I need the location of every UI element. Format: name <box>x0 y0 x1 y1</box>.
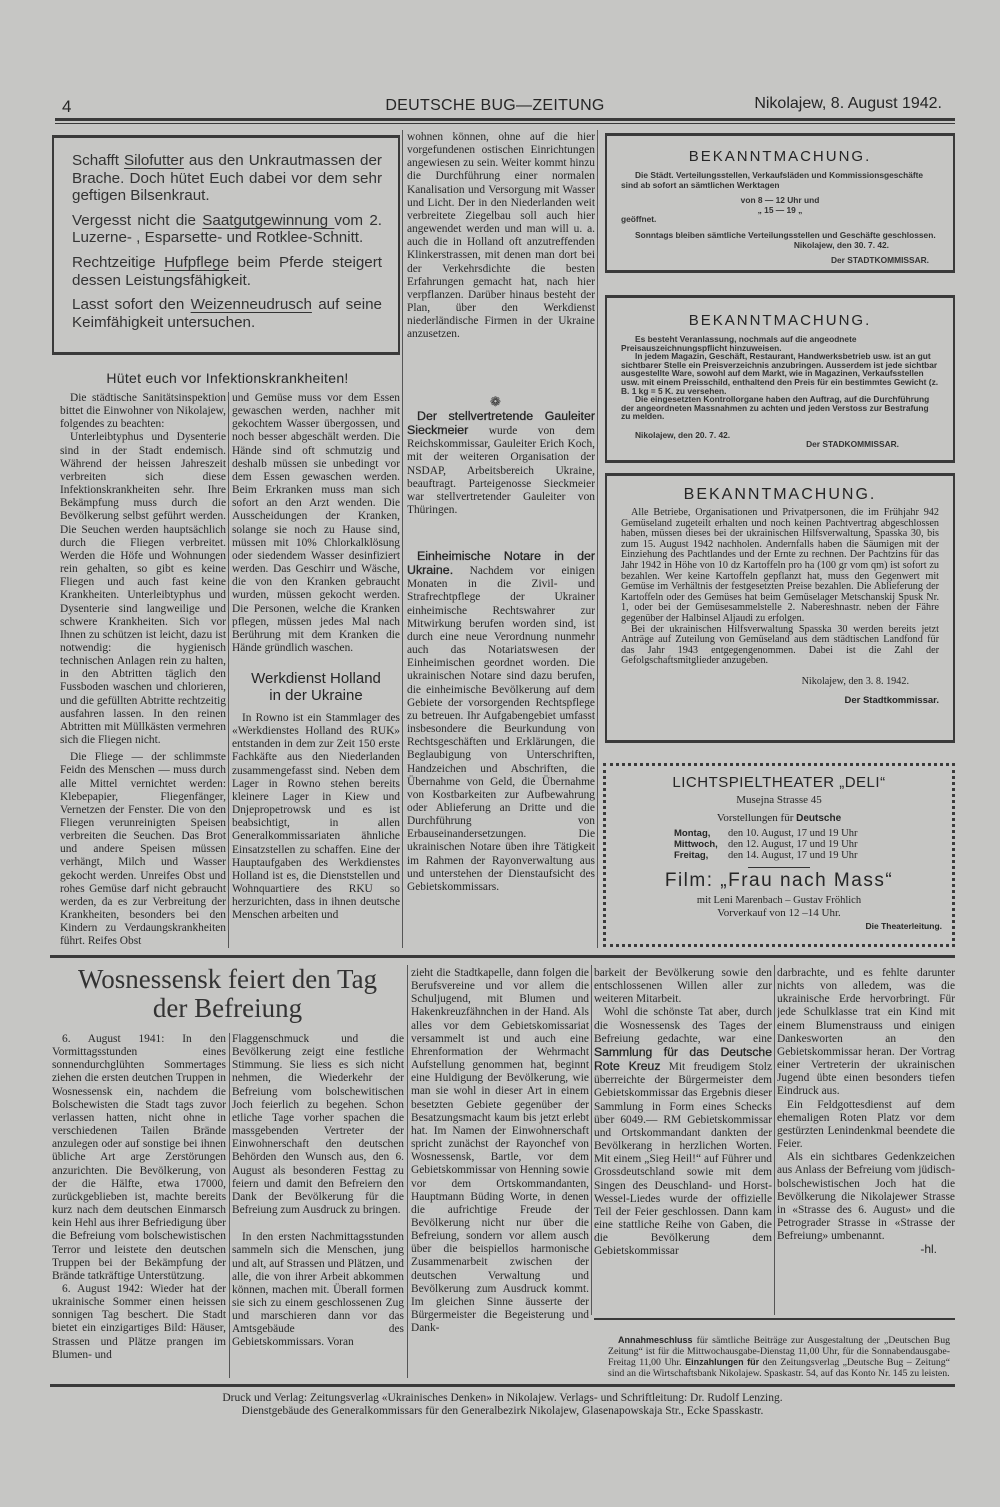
paragraph: Die städtische Sanitätsinspektion bittet die Einwohner von Nikolajew, folgendes zu beachten: <box>60 392 226 431</box>
column-divider <box>407 965 408 1378</box>
text: Schafft <box>72 152 124 169</box>
notice-body <box>621 508 939 706</box>
column-divider <box>597 130 598 948</box>
paragraph: Unterleibtyphus und Dysenterie sind in der Stadt endemisch. Während der heissen Jahreszeit verbreiten sich diese Infektionskrankheiten sehr. Ihre Bekämpfung muss durch die Bevölkerung selbst geführt werden. Die Seuchen werden hauptsächlich durch die Fliegen verbreitet. Werden die Höfe und Wohnungen rein gehalten, so gibt es keine Fliegen und auch fast keine Krankheiten. Unterleibtyphus und Dysenterie sind langweilige und schwere Krankheiten. Sich vor Ihnen zu schützen ist leicht, dazu ist notwendig: die hygienisch technischen Anlagen rein zu halten, in den Abtritten täglich den Fussboden waschen und chlorieren, und die gefüllten Abtritte rechtzeitig ausfahren lassen. In den reinen Abtritten mit Müllkästen vermehren sich die Fliegen nicht. <box>60 431 226 747</box>
keyword: Weizenneudrusch <box>190 296 312 314</box>
text: Rechtzeitige <box>72 253 165 271</box>
section-rule <box>594 1318 955 1320</box>
notice-text: Es besteht Veranlassung, nochmals auf die angeodnete Preisauszeichnungspflicht hinzuweisen. <box>621 334 857 353</box>
keyword: Saatgutgewinnung <box>202 211 335 229</box>
keyword: Hufpflege <box>164 253 230 271</box>
text: Vergesst nicht die <box>72 211 203 229</box>
notice-title: BEKANNTMACHUNG. <box>688 312 872 329</box>
farm-advice-item <box>72 254 382 289</box>
farm-advice-item <box>72 296 382 331</box>
cinema-divider <box>748 867 810 868</box>
text: beim Pferde steigert dessen Leistungsfähigkeit. <box>72 253 382 289</box>
notice-text: In jedem Magazin, Geschäft, Restaurant, Handwerksbetrieb usw. ist an gut sichtbarer Stelle ein Preisverzeichnis anzubringen. Ausserdem ist jede sichtbar ausgestellte Ware, sowohl auf dem Markt, wie in Magazinen, Verkaufsstellen usw. mit einem Preisschild, enthaltend den Preis für ein bestimmtes Gewicht (z. B. 1 kg = 5 K. zu versehen. <box>621 351 939 396</box>
text: auf seine Keimfähigkeit untersuchen. <box>72 296 382 331</box>
day: Mittwoch, <box>674 839 718 851</box>
notice-title: BEKANNTMACHUNG. <box>683 486 877 503</box>
presale: Vorverkauf von 12 –14 Uhr. <box>717 907 841 920</box>
cinema-ad <box>603 763 955 947</box>
paragraph: In den ersten Nachmittagsstunden sammeln sich die Menschen, jung und alt, auf Strassen und Plätzen, und alle, die von ihrer Arbeit abkommen können, machen mit. Überall formen sie sich zu einem geschlossenen Zug und marschieren dann vor das Amtsgebäude des Gebietskommissars. Voran <box>232 1231 404 1349</box>
highlight: Sammlung für das Deutsche Rote Kreuz <box>594 1044 772 1074</box>
issue-date: Nikolajew, 8. August 1942. <box>754 95 942 112</box>
paragraph <box>594 1006 772 1258</box>
paragraph <box>407 410 595 517</box>
sieckmeier-note <box>407 410 595 534</box>
wosnessensk-col1 <box>52 1033 226 1378</box>
paragraph: Die Fliege — der schlimmste Feidn des Menschen — muss durch alle Mittel vernichtet werden: Klebepapier, Fliegenfänger, Vernetzen der Fenster. Die von den Fliegen verunreinigten Speisen verbreiten die Seuchen. Das Brot und andere Speisen müssen verhängt, Milch und Wasser gekocht werden. Unreifes Obst und rohes Gemüse darf nicht gebraucht werden, da es zur Verbreitung der Krankheiten, besonders bei den Kindern zu Verdaungskrankheiten führt. Reifes Obst <box>60 751 226 948</box>
schedule-row <box>674 828 952 839</box>
infection-article-col1 <box>60 392 226 950</box>
film-title: Film: „Frau nach Mass“ <box>664 870 894 892</box>
title-line: Wosnessensk feiert den Tag <box>77 964 378 994</box>
text: Vorstellungen für <box>716 812 797 825</box>
column-divider <box>228 392 229 948</box>
header-rule <box>55 118 955 121</box>
lead: Einzahlungen für <box>685 1357 760 1367</box>
paragraph <box>608 1335 950 1379</box>
footer-rule <box>50 1384 955 1387</box>
wosnessensk-col4 <box>594 967 772 1313</box>
day: Freitag, <box>674 850 709 862</box>
wosnessensk-col3 <box>411 967 589 1379</box>
title-line: Werkdienst Holland <box>251 670 381 687</box>
ornament-icon: ❁ <box>490 394 501 409</box>
schedule-row <box>674 850 952 861</box>
notice-box-2 <box>605 295 955 463</box>
paragraph: 6. August 1941: In den Vormittagsstunden eines sonnendurchglühten Sommertages ziehen die ersten deutchen Truppen in Wosnessensk ein, nachdem die Bolschewisten die Stadt tags zuvor verlassen hatten, nicht ohne in verschiedenen Tailen Brände anzulegen oder auf sonstige bei ihnen übliche Art arge Zerstörungen anzurichten. Die Bevölkerung, von der die Hälfte, etwa 17000, zurückgeblieben ist, machte bereits kurz nach dem deutschen Einmarsch kein Hehl aus ihrer Befriedigung über die Befreiung vom bolschewistischen Terror und leistete den deutschen Truppen bei der Bekämpfung der Brände tatkräftige Unterstützung. <box>52 1033 226 1282</box>
notice-signature: Der STADTKOMMISSAR. <box>830 255 929 266</box>
werkdienst-col1 <box>232 712 400 950</box>
column-divider <box>591 965 592 1315</box>
paragraph: Ein Feldgottesdienst auf dem ehemaligen Roten Platz vor dem gestürzten Lenindenkmal beendete die Feier. <box>777 1098 955 1151</box>
deadline-notice <box>608 1335 950 1379</box>
note-text: Nachdem vor einigen Monaten in die Zivil- und Strafrechtpflege der Ukrainer einheimische Rechtswahrer zur Mitwirkung berufen worden sind, ist durch eine neue Verordnung nunmehr auch das Notariatswesen der Einheimischen geordnet worden. Die ukrainischen Notare sind dazu berufen, die einheimische Bevölkerung auf dem Gebiete der vorsorgenden Rechtspflege zu betreuen. Ihr Aufgabengebiet umfasst insbesondere die Beurkundung von Rechtsgeschäften und Erklärungen, die Beglaubigung von Unterschriften, Handzeichen und Abschriften, die Übernahme von Geld, die Übernahme von Kostbarkeiten zur Aufbewahrung oder Ablieferung an Dritte und die Durchführung von Erbauseinandersetzungen. Die ukrainischen Notare üben ihre Tätigkeit im Rahmen der Rayonverwaltung aus und unterstehen der Dienstaufsicht des Gebietskommissars. <box>407 565 595 893</box>
paragraph: wohnen können, ohne auf die hier vorgefundenen ostischen Einrichtungen angewiesen zu sein. Weiter kommt hinzu die Durchführung einer normalen Kanalisation und Versorgung mit Wasser und Licht. Der in den Niederlanden weit verbreitete Ziegelbau soll auch hier angewendet werden und man will u. a. auch die in Holland oft anzutreffenden Klinkerstrassen, mit denen man dort bei der Verkehrsdichte die besten Erfahrungen gemacht hat, nach hier verpflanzen. Darüber hinaus besteht der Plan, über den Werkdienst niederländische Firmen in der Ukraine anzusetzen. <box>407 131 595 341</box>
notice-title: BEKANNTMACHUNG. <box>688 148 872 165</box>
cinema-address: Musejna Strasse 45 <box>736 794 822 806</box>
notice-box-3 <box>605 473 955 743</box>
notice-text: Die Städt. Verteilungsstellen, Verkaufsläden und Kommissionsgeschäfte sind ab sofort an sämtlichen Werktagen <box>621 170 924 190</box>
farm-advice-item <box>72 152 382 205</box>
notice-text: Alle Betriebe, Organisationen und Privatpersonen, die im Frühjahr 942 Gemüseland zugeteilt erhalten und noch keinen Pachtvertrag abgeschlossen haben, müssen dieses bei der ukrainischen Hilfsverwaltung, Spasska 30, bis zum 15. August 1942 nachholen. Andernfalls haben die Säumigen mit der Einziehung des Pachtlandes und der Ernte zu rechnen. Der Pachtzins für das Jahr 1942 in Höhe von 10 dz Kartoffeln pro ha (100 gr vom qm) ist sofort zu bezahlen. Wer keine Kartoffeln gepflanzt hat, muss den Gegenwert mit Gemüse im Verhältnis der festgesetzten Preise bezahlen. Die Ablieferung der Kartoffeln oder des Gemüses hat beim Gemüselager Metschanskij Spusk Nr. 1, oder bei der Gemüsesammelstelle 2. Nabereshnastr. neben der Fähre gegenüber der Halbinsel Aljaudi zu erfolgen. <box>621 507 939 624</box>
title-line: der Befreiung <box>152 993 303 1023</box>
notice-box-1 <box>605 133 955 273</box>
schedule-row <box>674 839 952 850</box>
notice-signature: Der Stadtkommissar. <box>844 694 939 706</box>
werkdienst-title <box>232 670 400 704</box>
imprint-line: Druck und Verlag: Zeitungsverlag «Ukrainisches Denken» in Nikolajew. Verlags- und Schriftleitung: Dr. Rudolf Lenzing. <box>222 1392 783 1404</box>
notice-signature: Der STADKOMMISSAR. <box>806 438 899 449</box>
infection-article-title: Hütet euch vor Infektionskrankheiten! <box>106 370 349 386</box>
note-text: wurde von dem Reichskommissar, Gauleiter Erich Koch, mit der weiteren Organisation der NSDAP, Arbeitsbereich Ukraine, beauftragt. Parteigenosse Sieckmeier war stellvertretender Gauleiter von Thüringen. <box>407 425 595 517</box>
text: für sämtliche Beiträge zur Ausgestaltung der „Deutschen Bug Zeitung“ ist für die Mittwochausgabe-Dienstag 11,00 Uhr, für die Sonnabendausgabe-Freitag 11,00 Uhr. <box>608 1335 950 1368</box>
newspaper-title: DEUTSCHE BUG—ZEITUNG <box>385 97 605 114</box>
werkdienst-col2 <box>407 131 595 393</box>
notice-hours: von 8 — 12 Uhr und <box>740 195 820 206</box>
page-number: 4 <box>62 97 72 116</box>
text: Wohl die schönste Tat aber, durch die Wosnessensk des Tages der Befreiung gedachte, war eine <box>594 1006 772 1045</box>
column-divider <box>402 130 403 948</box>
farm-advice-box <box>52 135 400 355</box>
text: aus den Unkrautmassen der Brache. Doch hütet Euch dabei vor dem sehr geftigen Bilsenkraut. <box>72 152 382 205</box>
paragraph: In Rowno ist ein Stammlager des «Werkdienstes Holland des RUK» entstanden in dem zur Zeit 150 erste Fachkäfte aus den Niederlanden zusammengefasst sind. Neben dem Lager in Rowno stehen bereits kleinere Lager in Kiew und Dnjepropetrowsk und es ist beabsichtigt, in allen Generalkommissariaten ähnliche Einsatzstellen zu schaffen. Eine der Hauptaufgaben des Werkdienstes Holland ist es, die Dienststellen und Wohnquartiere des RKU so herzurichten, dass in ihnen deutsche Menschen arbeiten und <box>232 712 400 922</box>
notice-date: Nikolajew, den 20. 7. 42. <box>635 429 731 440</box>
author-signature: -hl. <box>920 1242 937 1257</box>
keyword: Silofutter <box>123 152 184 169</box>
section-rule <box>50 955 955 958</box>
text: den Zeitungsverlag „Deutsche Bug – Zeitung“ sind an die Wirtschaftsbank Nikolajew. Spaskastr. 54, auf das Konto Nr. 145 zu leisten. <box>608 1357 950 1379</box>
time: den 10. August, 17 und 19 Uhr <box>728 828 858 840</box>
notice-date: Nikolajew, den 30. 7. 42. <box>793 239 889 250</box>
imprint <box>50 1392 955 1418</box>
text: vom 2. Luzerne- , Esparsette- und Rotklee-Schnitt. <box>72 211 383 247</box>
paragraph: darbrachte, und es fehlte darunter nichts von alledem, was die ukrainische Erde hervorbringt. Für jede Schulklasse trat ein Kind mit einem Blumenstrauss und einigen Dankesworten an den Gebietskommissar heran. Der Vortrag einer Vertreterin der ukrainischen Jugend übte einen besonders tiefen Eindruck aus. <box>777 967 955 1098</box>
time: den 14. August, 17 und 19 Uhr <box>728 850 858 862</box>
paragraph: Als ein sichtbares Gedenkzeichen aus Anlass der Befreiung vom jüdisch-bolschewistischen Joch hat die Bevölkerung die Nikolajewer Strasse in «Strasse des 6. August» und die Petrograder Strasse in «Strasse der Befreiung» umbenannt. <box>777 1151 955 1243</box>
paragraph: 6. August 1942: Wieder hat der ukrainische Sommer einen heissen sonnigen Tag beschert. Die Stadt bietet ein einzigartiges Bild: Häuser, Strassen und Plätze prangen im Blumen- und <box>52 1282 226 1361</box>
cinema-signature: Die Theaterleitung. <box>865 921 942 932</box>
notice-text: geöffnet. <box>621 214 657 225</box>
notice-body <box>621 171 939 266</box>
paragraph: Flaggenschmuck und die Bevölkerung zeigt eine festliche Stimmung. Sie liess es sich nicht nehmen, die Wiederkehr der Befreiung vom bolschewitischen Joch feierlich zu begehen. Schon etliche Tage vorher spachen die massgebenden Vertreter der Einwohnerschaft den deutschen Behörden den Wunsch aus, den 6. August als besonderen Festtag zu feiern und damit den Befreiern den Dank der Bevölkerung für die Befreiung zum Ausdruck zu bringen. <box>232 1033 404 1217</box>
text: Mit freudigem Stolz überreichte der Bürgermeister dem Gebietskommissar das Ergebnis dieser Sammlung in Form eines Schecks über 6049.— RM Gebietskommissar und Ortskommandant dankten der Bevölkerang in herzlichen Worten. Mit einem „Sieg Heil!“ auf Führer und Grossdeutschland sowie mit dem Singen des Deuschland- und Horst-Wessel-Liedes wurde der offizielle Teil der Feier geschlossen. Dann kam eine stattliche Reihe von Gaben, die die Bevölkerung dem Gebietskommissar <box>594 1061 772 1258</box>
film-cast: mit Leni Marenbach – Gustav Fröhlich <box>696 895 862 907</box>
farm-advice-item <box>72 212 382 247</box>
note-lead: Der stellvertretende Gauleiter Sieckmeier <box>407 410 595 438</box>
cinema-shows <box>606 812 952 825</box>
cinema-title: LICHTSPIELTHEATER „DELI“ <box>672 774 886 791</box>
imprint-line: Dienstgebäude des Generalkommissars für den Generalbezirk Nikolajew, Glasenapowskaja Str., Ecke Spasskastr. <box>241 1405 764 1417</box>
header-rule-thin <box>55 123 955 124</box>
column-divider <box>774 965 775 1315</box>
notice-date: Nikolajew, den 3. 8. 1942. <box>801 675 909 687</box>
notice-text: Bei der ukrainischen Hilfsverwaltung Spasska 30 werden bereits jetzt Anträge auf Zuteilung von Gemüseland aus dem städtischen Landfond für das Jahr 1943 entgegengenommen. Dabei ist die Zahl der Gefolgschaftsmitglieder anzugeben. <box>621 623 939 667</box>
paragraph: barkeit der Bevölkerung sowie den entschlossenen Willen aller zur weiteren Mitarbeit. <box>594 967 772 1006</box>
notice-hours: „ 15 — 19 „ <box>757 204 803 215</box>
day: Montag, <box>674 828 711 840</box>
paragraph: zieht die Stadtkapelle, dann folgen die Berufsvereine und vor allem die Schuljugend, mit Blumen und Hakenkreuzfähnchen in der Hand. Als alles vor dem Gebietskomissariat versammelt ist und auch eine Ehrenformation der Wehrmacht Aufstellung genommen hat, beginnt eine Huldigung der Bevölkerung, wie man sie wohl in dieser Art in einem besetzten Gebiete gegenüber der Besatzungsmacht kaum bis jetzt erlebt hat. Im Namen der Einwohnerschaft spricht zunächst der Rayonchef von Wosnessensk, Bartle, vor dem Gebietskommissar von Henning sowie vor dem Ortskommandanten, Hauptmann Büding Worte, in denen die aufrichtige Freude der Bevölkerung nicht nur über die Befreiung, sondern vor allem ausch über die beispiellos harmonische Zusammenarbeit zwischen der deutschen Verwaltung und Bevölkerung zum Ausdruck kommt. Im gleichen Sinne äusserte der Bürgermeister die Begeisterung und Dank- <box>411 967 589 1335</box>
notice-text: Sonntags bleiben sämtliche Verteilungsstellen und Geschäfte geschlossen. <box>635 229 936 240</box>
text: Deutsche <box>796 813 842 825</box>
notice-text: Die eingesetzten Kontrollorgane haben den Auftrag, auf die Durchführung der angeordneten Massnahmen zu achten und jeden Verstoss zur Bestrafung zu melden. <box>621 394 930 422</box>
wosnessensk-col2 <box>232 1033 404 1378</box>
title-line: in der Ukraine <box>269 687 363 704</box>
note-lead: Einheimische Notare in der Ukraine. <box>407 550 595 578</box>
notice-body <box>621 335 939 448</box>
wosnessensk-col5 <box>777 967 955 1297</box>
notare-note <box>407 550 595 948</box>
lead: Annahmeschluss <box>618 1335 693 1345</box>
wosnessensk-title <box>50 965 405 1023</box>
column-divider <box>229 1033 230 1378</box>
time: den 12. August, 17 und 19 Uhr <box>728 839 858 851</box>
paragraph: und Gemüse muss vor dem Essen gewaschen werden, nachher mit gekochtem Wasser übergossen, und noch besser abgeschält werden. Die Hände sind oft schmutzig und deshalb müssen sie unbedingt vor dem Essen gewaschen werden. Beim Erkranken muss man sich sofort an den Arzt wenden. Die Ausscheidungen der Kranken, solange sie noch zu Hause sind, müssen mit 10% Chlorkalklösung oder siedendem Wasser desinfiziert werden. Das Geschirr und Wäsche, die von den Kranken gebraucht wurden, müssen gekocht werden. Die Personen, welche die Kranken pflegen, müssen jedes Mal nach Berührung mit dem Kranken die Hände gründlich waschen. <box>232 392 400 654</box>
infection-article-col2 <box>232 392 400 668</box>
text: Lasst sofort den <box>72 296 191 314</box>
cinema-schedule <box>674 828 952 861</box>
paragraph <box>407 550 595 894</box>
